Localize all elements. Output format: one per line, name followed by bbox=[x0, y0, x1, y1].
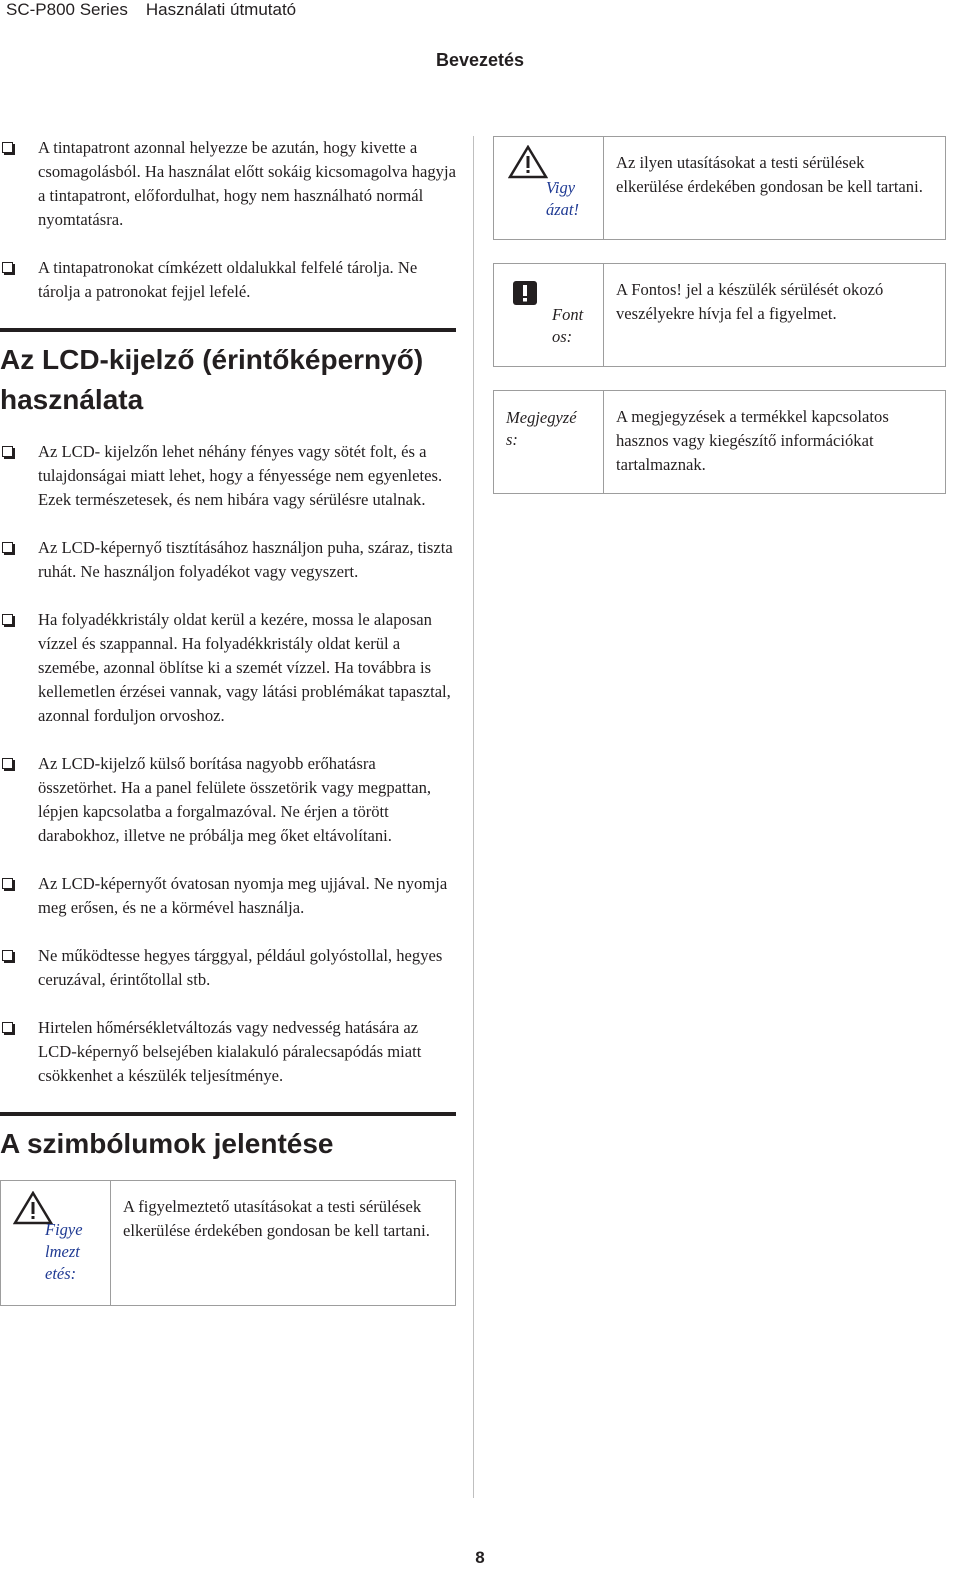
notice-text: A figyelmeztető utasításokat a testi sérülések elkerülése érdekében gondosan be kell tartani. bbox=[123, 1197, 430, 1240]
list-item: Hirtelen hőmérsékletváltozás vagy nedvesség hatására az LCD-képernyő belsejében kialakuló páralecsapódás miatt csökkenhet a készülék teljesítménye. bbox=[0, 1016, 456, 1088]
checkbox-bullet-icon bbox=[2, 614, 13, 625]
warning-triangle-icon bbox=[508, 145, 548, 179]
symbols-section-heading: A szimbólumok jelentése bbox=[0, 1112, 456, 1164]
warning-notice-box bbox=[0, 1180, 456, 1306]
lcd-section-heading: Az LCD-kijelző (érintőképernyő) használata bbox=[0, 328, 456, 420]
caution-notice-box bbox=[493, 136, 946, 240]
list-item: Az LCD- kijelzőn lehet néhány fényes vagy sötét folt, és a tulajdonságai miatt lehet, hogy a fényessége nem egyenletes. Ezek természetesek, és nem hibára vagy sérülésre utalnak. bbox=[0, 440, 456, 512]
list-item: A tintapatront azonnal helyezze be azután, hogy kivette a csomagolásból. Ha használat előtt sokáig kicsomagolva hagyja a tintapatront, előfordulhat, hogy nem használható normál nyomtatásra. bbox=[0, 136, 456, 232]
checkbox-bullet-icon bbox=[2, 758, 13, 769]
checkbox-bullet-icon bbox=[2, 142, 13, 153]
checkbox-bullet-icon bbox=[2, 262, 13, 273]
checkbox-bullet-icon bbox=[2, 950, 13, 961]
list-item: Az LCD-képernyőt óvatosan nyomja meg ujjával. Ne nyomja meg erősen, és ne a körmével használja. bbox=[0, 872, 456, 920]
note-notice-box bbox=[493, 390, 946, 494]
left-column bbox=[0, 136, 456, 1306]
document-title: Használati útmutató bbox=[145, 0, 297, 19]
notice-label: Megjegyzé s: bbox=[506, 408, 577, 449]
checkbox-bullet-icon bbox=[2, 1022, 13, 1033]
important-notice-box bbox=[493, 263, 946, 367]
list-item: Az LCD-képernyő tisztításához használjon puha, száraz, tiszta ruhát. Ne használjon folyadékot vagy vegyszert. bbox=[0, 536, 456, 584]
product-name: SC-P800 Series bbox=[6, 0, 128, 19]
notice-label-cell bbox=[494, 137, 604, 239]
checkbox-bullet-icon bbox=[2, 446, 13, 457]
notice-text: A Fontos! jel a készülék sérülését okozó veszélyekre hívja fel a figyelmet. bbox=[616, 280, 884, 323]
column-divider bbox=[473, 136, 474, 1498]
list-item: A tintapatronokat címkézett oldalukkal felfelé tárolja. Ne tárolja a patronokat fejjel lefelé. bbox=[0, 256, 456, 304]
running-header bbox=[6, 0, 314, 20]
notice-label: Vigy ázat! bbox=[546, 178, 579, 219]
list-item: Ha folyadékkristály oldat kerül a kezére, mossa le alaposan vízzel és szappannal. Ha folyadékkristály oldat kerül a szemébe, azonnal öblítse ki a szemét vízzel. Ha továbbra is kellemetlen érzései vannak, vagy látási problémákat tapasztal, azonnal forduljon orvoshoz. bbox=[0, 608, 456, 728]
list-item: Ne működtesse hegyes tárggyal, például golyóstollal, hegyes ceruzával, érintőtollal stb. bbox=[0, 944, 456, 992]
notice-label: Font os: bbox=[552, 305, 584, 346]
list-item: Az LCD-kijelző külső borítása nagyobb erőhatásra összetörhet. Ha a panel felülete összetörik vagy megpattan, lépjen kapcsolatba a forgalmazóval. Ne érjen a törött darabokhoz, illetve ne próbálja meg őket eltávolítani. bbox=[0, 752, 456, 848]
notice-label-cell bbox=[1, 1181, 111, 1305]
notice-label: Figye lmezt etés: bbox=[45, 1220, 83, 1283]
page-number: 8 bbox=[475, 1548, 485, 1567]
exclamation-badge-icon bbox=[512, 280, 538, 306]
notice-label-cell bbox=[494, 391, 604, 493]
notice-text: Az ilyen utasításokat a testi sérülések elkerülése érdekében gondosan be kell tartani. bbox=[616, 153, 923, 196]
checkbox-bullet-icon bbox=[2, 542, 13, 553]
notice-label-cell bbox=[494, 264, 604, 366]
checkbox-bullet-icon bbox=[2, 878, 13, 889]
section-title: Bevezetés bbox=[435, 50, 525, 70]
notice-text: A megjegyzések a termékkel kapcsolatos hasznos vagy kiegészítő információkat tartalmaznak. bbox=[616, 407, 889, 474]
